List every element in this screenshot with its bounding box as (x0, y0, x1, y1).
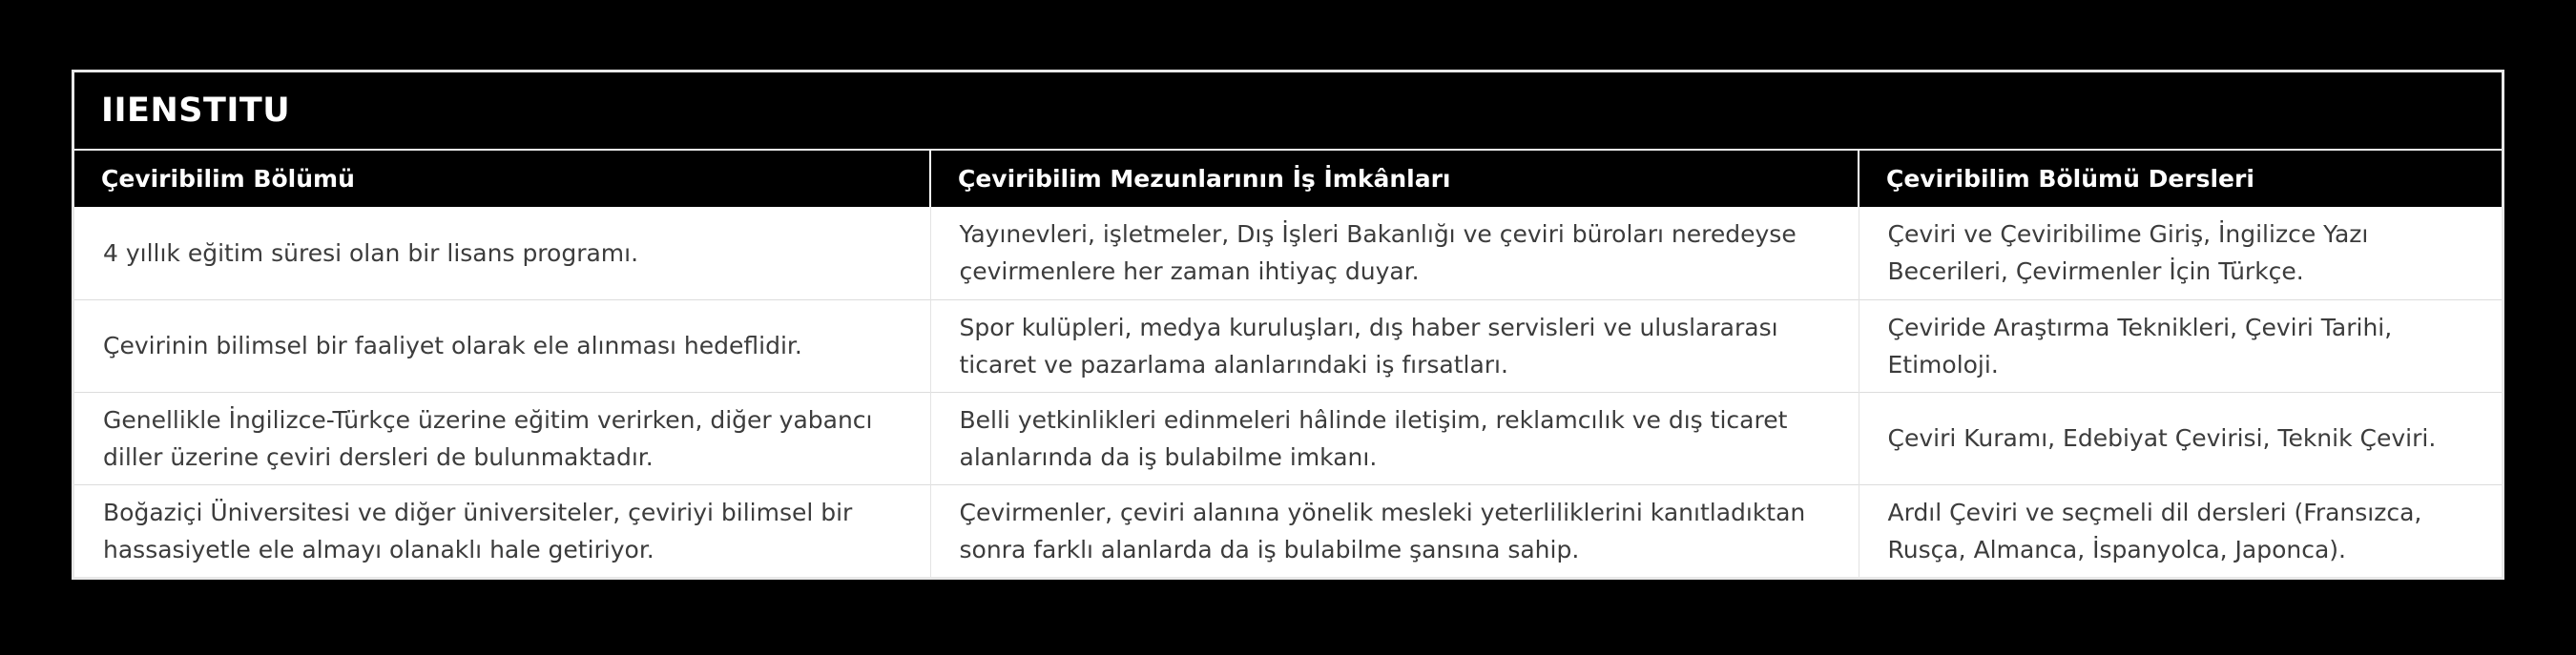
table-cell: Çevirmenler, çeviri alanına yönelik mesleki yeterliliklerini kanıtladıktan sonra farklı alanlarda da iş bulabilme şansına sahip. (930, 484, 1859, 577)
column-header-is-imkanlari: Çeviribilim Mezunlarının İş İmkânları (930, 151, 1859, 207)
table-row (74, 207, 2502, 299)
table-cell: Yayınevleri, işletmeler, Dış İşleri Bakanlığı ve çeviri büroları neredeyse çevirmenlere her zaman ihtiyaç duyar. (930, 207, 1859, 299)
table-cell: Çeviri ve Çeviribilime Giriş, İngilizce Yazı Becerileri, Çevirmenler İçin Türkçe. (1859, 207, 2502, 299)
table-row (74, 299, 2502, 392)
table-row (74, 484, 2502, 577)
table-row (74, 392, 2502, 484)
info-table (74, 151, 2502, 577)
column-header-dersleri: Çeviribilim Bölümü Dersleri (1859, 151, 2502, 207)
table-cell: Genellikle İngilizce-Türkçe üzerine eğitim verirken, diğer yabancı diller üzerine çeviri dersleri de bulunmaktadır. (74, 392, 930, 484)
table-cell: Spor kulüpleri, medya kuruluşları, dış haber servisleri ve uluslararası ticaret ve pazarlama alanlarındaki iş fırsatları. (930, 299, 1859, 392)
table-cell: 4 yıllık eğitim süresi olan bir lisans programı. (74, 207, 930, 299)
title-band (74, 72, 2502, 151)
brand-title: IIENSTITU (101, 92, 291, 130)
column-header-bolumu: Çeviribilim Bölümü (74, 151, 930, 207)
table-cell: Belli yetkinlikleri edinmeleri hâlinde iletişim, reklamcılık ve dış ticaret alanlarında da iş bulabilme imkanı. (930, 392, 1859, 484)
table-cell: Boğaziçi Üniversitesi ve diğer üniversiteler, çeviriyi bilimsel bir hassasiyetle ele almayı olanaklı hale getiriyor. (74, 484, 930, 577)
table-cell: Çeviride Araştırma Teknikleri, Çeviri Tarihi, Etimoloji. (1859, 299, 2502, 392)
table-cell: Çeviri Kuramı, Edebiyat Çevirisi, Teknik Çeviri. (1859, 392, 2502, 484)
info-table-panel (72, 70, 2504, 580)
table-cell: Ardıl Çeviri ve seçmeli dil dersleri (Fransızca, Rusça, Almanca, İspanyolca, Japonca). (1859, 484, 2502, 577)
table-header-row (74, 151, 2502, 207)
table-cell: Çevirinin bilimsel bir faaliyet olarak ele alınması hedeflidir. (74, 299, 930, 392)
